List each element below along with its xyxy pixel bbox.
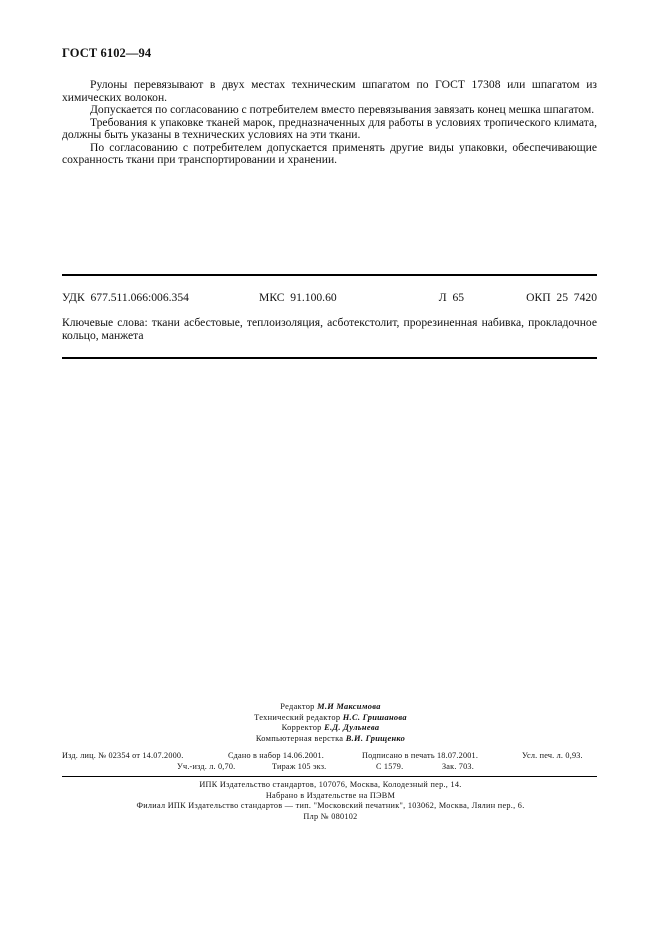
credit-editor: Редактор М.И Максимова bbox=[280, 702, 381, 711]
credit-proofreader: Корректор Е.Д. Дульнева bbox=[281, 723, 380, 732]
branch-address: Филиал ИПК Издательство стандартов — тип. "Московский печатник", 103062, Москва, Лялин пер., 6. bbox=[136, 801, 525, 810]
pub-sheets: Уч.-изд. л. 0,70. bbox=[177, 761, 236, 771]
typeset-note: Набрано в Издательстве на ПЭВМ bbox=[265, 790, 396, 800]
license-info: Изд. лиц. № 02354 от 14.07.2000. bbox=[62, 751, 184, 760]
tech-editor-name: Н.С. Гришанова bbox=[342, 712, 407, 722]
body-text bbox=[62, 79, 597, 167]
print-info bbox=[62, 751, 597, 772]
order-number: Зак. 703. bbox=[442, 761, 474, 771]
udk-code: УДК 677.511.066:006.354 bbox=[62, 291, 189, 304]
print-info-row-2 bbox=[62, 762, 597, 773]
okp-code: ОКП 25 7420 bbox=[526, 291, 597, 304]
c-number: С 1579. bbox=[376, 761, 404, 771]
credits-block bbox=[0, 702, 661, 744]
mks-code: МКС 91.100.60 bbox=[259, 291, 337, 304]
license-number: Плр № 080102 bbox=[303, 811, 358, 821]
circulation: Тираж 105 экз. bbox=[272, 761, 327, 771]
footer-divider bbox=[62, 776, 597, 777]
page-header: ГОСТ 6102—94 bbox=[62, 46, 152, 60]
print-info-row-1 bbox=[62, 751, 597, 762]
publisher-address: ИПК Издательство стандартов, 107076, Москва, Колодезный пер., 14. bbox=[199, 780, 462, 789]
keywords: Ключевые слова: ткани асбестовые, теплоизоляция, асботекстолит, прорезиненная набивка, прокладочное кольцо, манжета bbox=[62, 316, 597, 342]
credit-layout: Компьютерная верстка В.И. Грищенко bbox=[255, 733, 406, 743]
credit-tech-editor: Технический редактор Н.С. Гришанова bbox=[254, 712, 407, 722]
signed-date: Подписано в печать 18.07.2001. bbox=[362, 751, 479, 760]
print-sheets: Усл. печ. л. 0,93. bbox=[522, 751, 583, 760]
classification-row bbox=[62, 291, 597, 304]
layout-name: В.И. Грищенко bbox=[345, 733, 406, 743]
editor-name: М.И Максимова bbox=[317, 702, 381, 711]
proofreader-name: Е.Д. Дульнева bbox=[324, 723, 380, 732]
paragraph-packaging-rolls: Рулоны перевязывают в двух местах техническим шпагатом по ГОСТ 17308 или шпагатом из химических волокон. bbox=[62, 78, 597, 104]
paragraph-tropical-requirements: Требования к упаковке тканей марок, предназначенных для работы в условиях тропического климата, должны быть указаны в технических условиях на эти ткани. bbox=[62, 115, 597, 141]
paragraph-bag-tying: Допускается по согласованию с потребителем вместо перевязывания завязать конец мешка шпагатом. bbox=[90, 103, 595, 116]
typeset-date: Сдано в набор 14.06.2001. bbox=[228, 751, 325, 760]
publisher-block bbox=[0, 780, 661, 822]
paragraph-other-packaging: По согласованию с потребителем допускается применять другие виды упаковки, обеспечивающие сохранность ткани при транспортировании и хранении. bbox=[62, 140, 597, 166]
divider-top bbox=[62, 274, 597, 276]
divider-bottom bbox=[62, 357, 597, 359]
l-code: Л 65 bbox=[438, 291, 465, 304]
